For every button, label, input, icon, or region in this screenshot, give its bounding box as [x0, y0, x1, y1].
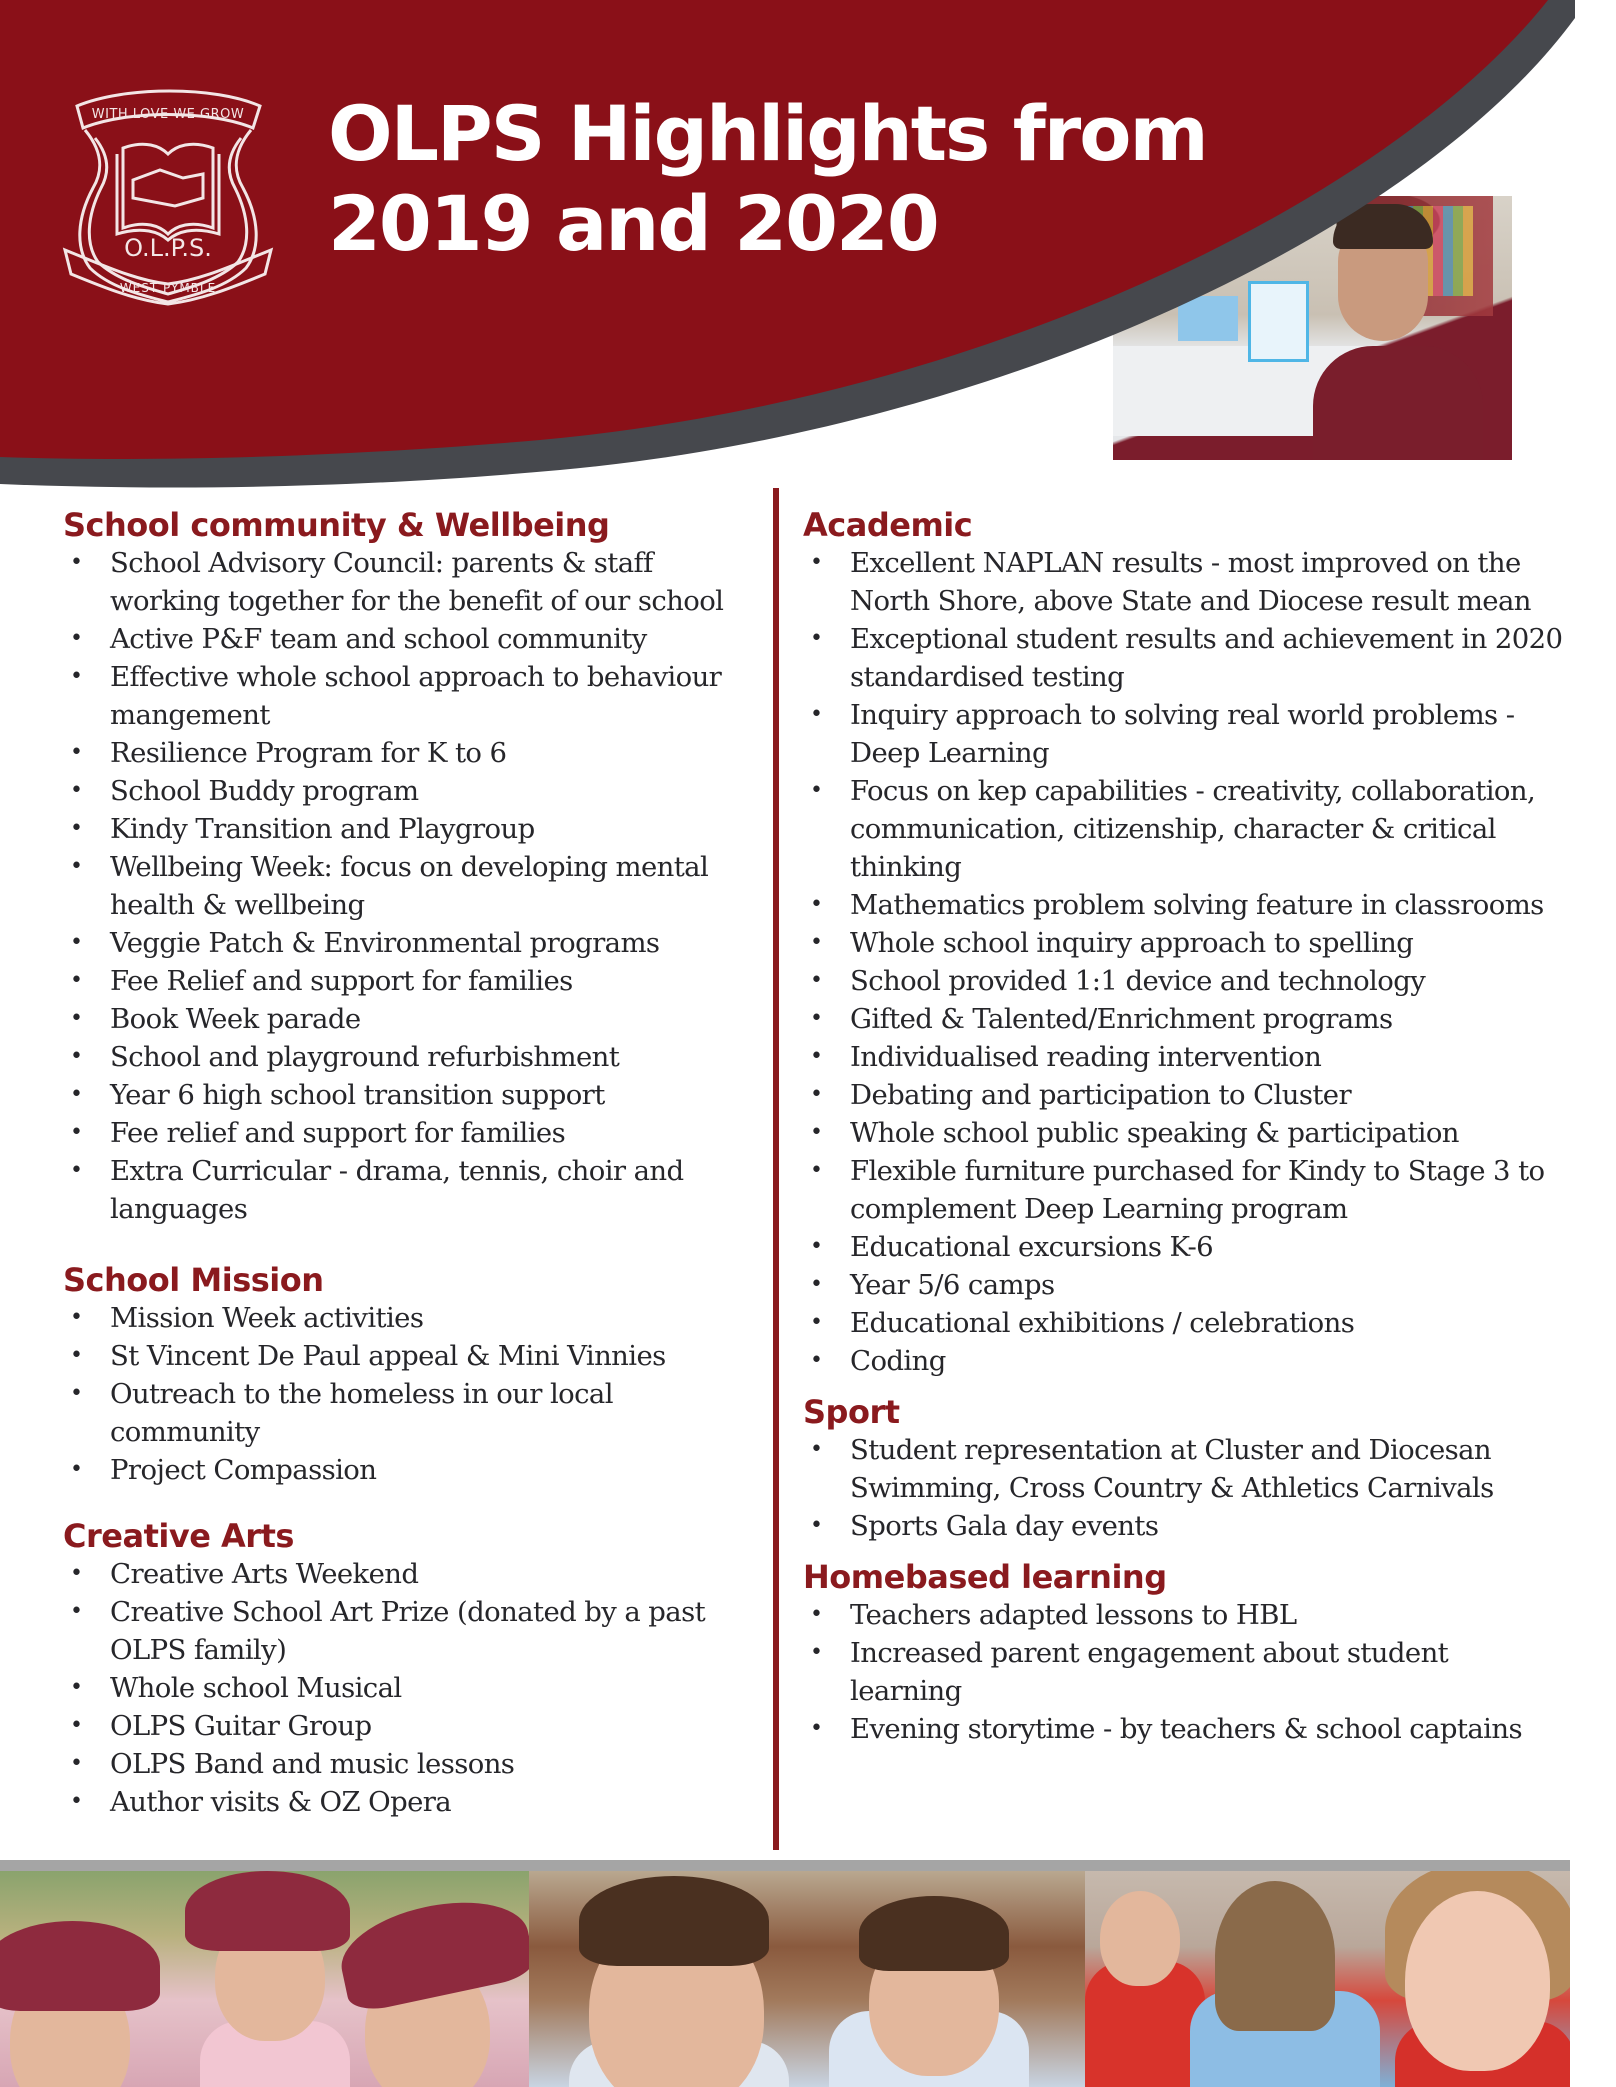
- list-item: • Sports Gala day events: [803, 1507, 1563, 1545]
- bullet-icon: •: [70, 1120, 83, 1145]
- bullet-icon: •: [70, 1713, 83, 1738]
- school-mission-list: [63, 1299, 763, 1489]
- list-item: • Increased parent engagement about student learning: [803, 1634, 1563, 1710]
- list-item: • Project Compassion: [63, 1451, 763, 1489]
- footer-photo-boys-classroom: [529, 1871, 1085, 2087]
- student-hair-shape: [859, 1896, 1009, 1971]
- bullet-icon: •: [810, 1006, 823, 1031]
- list-item: • OLPS Band and music lessons: [63, 1745, 763, 1783]
- list-item: • School provided 1:1 device and technology: [803, 962, 1563, 1000]
- bullet-icon: •: [810, 1272, 823, 1297]
- bullet-icon: •: [810, 626, 823, 651]
- student-hair-shape: [1215, 1881, 1335, 2031]
- header-banner: [0, 0, 1616, 500]
- bullet-icon: •: [70, 1599, 83, 1624]
- list-item: • Active P&F team and school community: [63, 620, 763, 658]
- list-item: • Gifted & Talented/Enrichment programs: [803, 1000, 1563, 1038]
- bullet-icon: •: [70, 1789, 83, 1814]
- bullet-icon: •: [810, 1716, 823, 1741]
- section-heading-school-mission: School Mission: [63, 1261, 324, 1299]
- bullet-icon: •: [70, 1751, 83, 1776]
- bullet-icon: •: [810, 930, 823, 955]
- bullet-icon: •: [70, 1006, 83, 1031]
- bullet-icon: •: [70, 1044, 83, 1069]
- list-item: • Mathematics problem solving feature in classrooms: [803, 886, 1563, 924]
- list-item: • Educational excursions K-6: [803, 1228, 1563, 1266]
- list-item: • Kindy Transition and Playgroup: [63, 810, 763, 848]
- list-item: • Student representation at Cluster and Diocesan Swimming, Cross Country & Athletics Carnivals: [803, 1431, 1563, 1507]
- list-item: • Whole school Musical: [63, 1669, 763, 1707]
- bullet-icon: •: [810, 1602, 823, 1627]
- bullet-icon: •: [810, 892, 823, 917]
- spacer: [803, 1380, 1563, 1393]
- page-title-line1: OLPS Highlights from: [328, 89, 1207, 178]
- bullet-icon: •: [810, 1437, 823, 1462]
- list-item: • Book Week parade: [63, 1000, 763, 1038]
- list-item: • Year 6 high school transition support: [63, 1076, 763, 1114]
- student-hair-shape: [579, 1876, 769, 1966]
- bullet-icon: •: [70, 626, 83, 651]
- bullet-icon: •: [70, 816, 83, 841]
- list-item: • Whole school inquiry approach to spelling: [803, 924, 1563, 962]
- list-item: • Evening storytime - by teachers & school captains: [803, 1710, 1563, 1748]
- footer-photo-girls-table: [1085, 1871, 1570, 2087]
- section-heading-sport: Sport: [803, 1393, 900, 1431]
- list-item: • Creative Arts Weekend: [63, 1555, 763, 1593]
- list-item: • OLPS Guitar Group: [63, 1707, 763, 1745]
- list-item: • School Buddy program: [63, 772, 763, 810]
- footer-grey-bar: [0, 1860, 1570, 1871]
- list-item: • Excellent NAPLAN results - most improved on the North Shore, above State and Diocese result mean: [803, 544, 1563, 620]
- list-item: • Exceptional student results and achievement in 2020 standardised testing: [803, 620, 1563, 696]
- academic-list: [803, 544, 1563, 1380]
- sport-list: [803, 1431, 1563, 1545]
- list-item: • Outreach to the homeless in our local community: [63, 1375, 763, 1451]
- spacer: [63, 1228, 763, 1261]
- list-item: • St Vincent De Paul appeal & Mini Vinnies: [63, 1337, 763, 1375]
- list-item: • Fee relief and support for families: [63, 1114, 763, 1152]
- list-item: • School and playground refurbishment: [63, 1038, 763, 1076]
- section-heading-school-community: School community & Wellbeing: [63, 506, 610, 544]
- bullet-icon: •: [810, 1158, 823, 1183]
- bullet-icon: •: [810, 1120, 823, 1145]
- list-item: • Teachers adapted lessons to HBL: [803, 1596, 1563, 1634]
- bullet-icon: •: [70, 1082, 83, 1107]
- homebased-learning-list: [803, 1596, 1563, 1748]
- bullet-icon: •: [810, 1310, 823, 1335]
- bullet-icon: •: [810, 1234, 823, 1259]
- list-item: • Author visits & OZ Opera: [63, 1783, 763, 1821]
- student-face-shape: [1100, 1891, 1180, 1986]
- school-hat-shape: [0, 1921, 160, 2011]
- bullet-icon: •: [70, 1343, 83, 1368]
- list-item: • Extra Curricular - drama, tennis, choir and languages: [63, 1152, 763, 1228]
- list-item: • Veggie Patch & Environmental programs: [63, 924, 763, 962]
- bullet-icon: •: [810, 550, 823, 575]
- bullet-icon: •: [70, 778, 83, 803]
- bullet-icon: •: [70, 1158, 83, 1183]
- bullet-icon: •: [70, 1381, 83, 1406]
- footer-photo-students-hats: [0, 1871, 529, 2087]
- section-heading-academic: Academic: [803, 506, 973, 544]
- bullet-icon: •: [810, 1082, 823, 1107]
- creative-arts-list: [63, 1555, 763, 1821]
- page-title-line2: 2019 and 2020: [328, 179, 938, 268]
- bullet-icon: •: [70, 1561, 83, 1586]
- list-item: • Fee Relief and support for families: [63, 962, 763, 1000]
- list-item: • Creative School Art Prize (donated by a past OLPS family): [63, 1593, 763, 1669]
- list-item: • Wellbeing Week: focus on developing mental health & wellbeing: [63, 848, 763, 924]
- logo-initials: O.L.P.S.: [124, 234, 212, 262]
- bullet-icon: •: [70, 930, 83, 955]
- bullet-icon: •: [70, 1305, 83, 1330]
- list-item: • Educational exhibitions / celebrations: [803, 1304, 1563, 1342]
- list-item: • Inquiry approach to solving real world problems - Deep Learning: [803, 696, 1563, 772]
- column-divider: [773, 488, 779, 1850]
- bullet-icon: •: [810, 1044, 823, 1069]
- list-item: • Mission Week activities: [63, 1299, 763, 1337]
- section-heading-creative-arts: Creative Arts: [63, 1517, 294, 1555]
- list-item: • Debating and participation to Cluster: [803, 1076, 1563, 1114]
- bullet-icon: •: [70, 1457, 83, 1482]
- bullet-icon: •: [810, 778, 823, 803]
- bullet-icon: •: [810, 1640, 823, 1665]
- bullet-icon: •: [70, 550, 83, 575]
- bullet-icon: •: [70, 968, 83, 993]
- list-item: • Resilience Program for K to 6: [63, 734, 763, 772]
- list-item: • Focus on kep capabilities - creativity, collaboration, communication, citizenship, character & critical thinking: [803, 772, 1563, 886]
- logo-motto: WITH LOVE WE GROW: [91, 107, 245, 122]
- list-item: • Coding: [803, 1342, 1563, 1380]
- bullet-icon: •: [70, 664, 83, 689]
- school-hat-shape: [185, 1871, 350, 1951]
- list-item: • Effective whole school approach to behaviour mangement: [63, 658, 763, 734]
- bullet-icon: •: [810, 1513, 823, 1538]
- bullet-icon: •: [810, 1348, 823, 1373]
- left-column: [63, 506, 763, 1821]
- bullet-icon: •: [810, 968, 823, 993]
- bullet-icon: •: [810, 702, 823, 727]
- bullet-icon: •: [70, 1675, 83, 1700]
- list-item: • Flexible furniture purchased for Kindy to Stage 3 to complement Deep Learning program: [803, 1152, 1563, 1228]
- right-column: [803, 506, 1563, 1748]
- spacer: [63, 1489, 763, 1517]
- list-item: • Whole school public speaking & participation: [803, 1114, 1563, 1152]
- bullet-icon: •: [70, 854, 83, 879]
- section-heading-homebased-learning: Homebased learning: [803, 1558, 1167, 1596]
- list-item: • Year 5/6 camps: [803, 1266, 1563, 1304]
- student-face-shape: [1405, 1891, 1550, 2071]
- spacer: [803, 1545, 1563, 1558]
- list-item: • Individualised reading intervention: [803, 1038, 1563, 1076]
- list-item: • School Advisory Council: parents & staff working together for the benefit of our school: [63, 544, 763, 620]
- school-community-list: [63, 544, 763, 1228]
- school-hat-shape: [333, 1887, 529, 2015]
- logo-location: WEST PYMBLE: [119, 281, 217, 295]
- bullet-icon: •: [70, 740, 83, 765]
